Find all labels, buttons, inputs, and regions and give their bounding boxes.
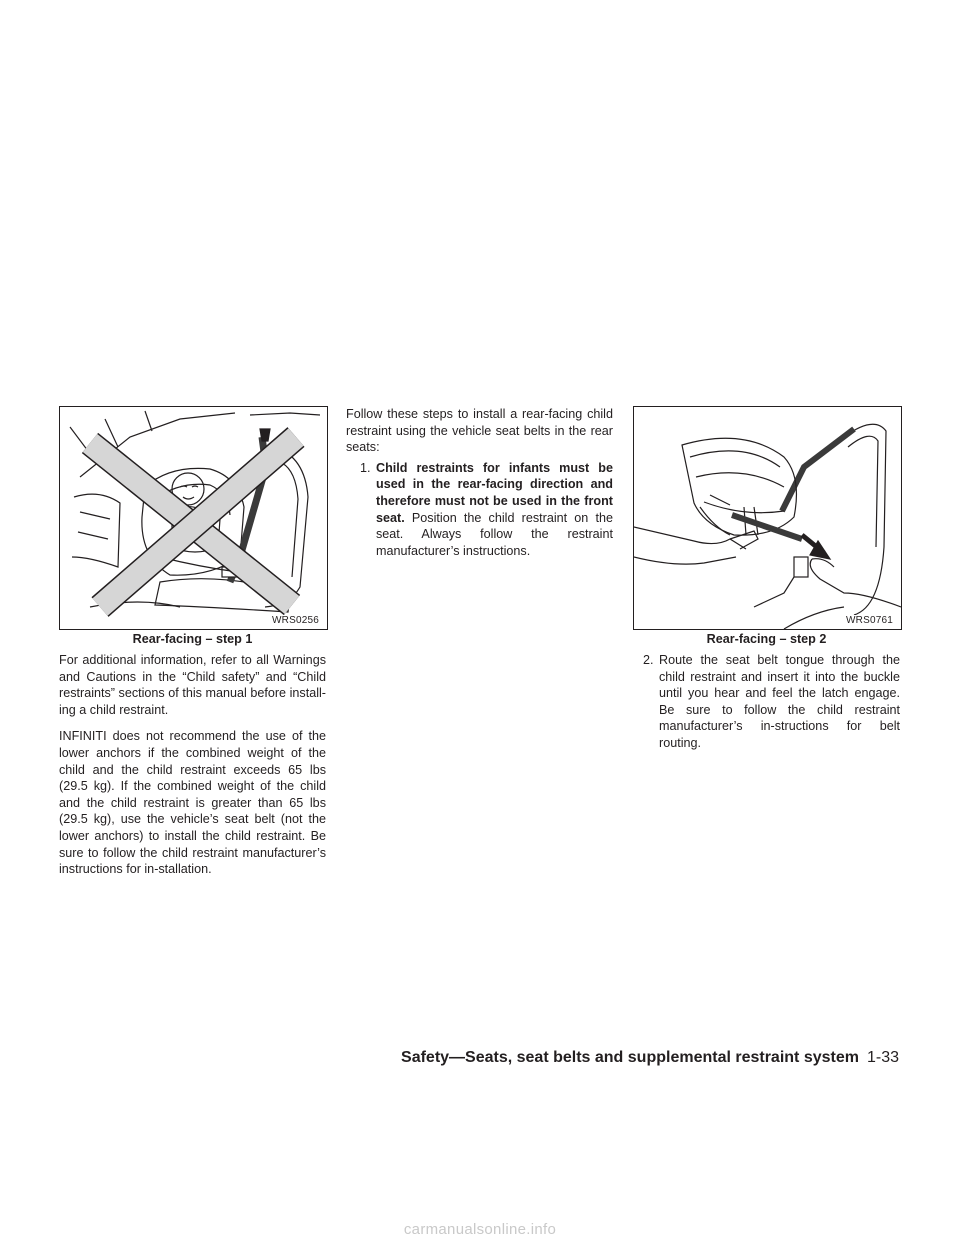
steps-intro: Follow these steps to install a rear-facing child restraint using the vehicle seat belts in the rear seats: xyxy=(346,407,613,455)
middle-column xyxy=(346,406,613,559)
step-1 xyxy=(346,460,613,560)
paragraph-lower-anchors: INFINITI does not recommend the use of the lower anchors if the combined weight of the child and the child restraint exceeds 65 lbs (29.5 kg). If the combined weight of the child and the child restraint is greater than 65 lbs (29.5 kg), use the vehicle’s seat belt (not the lower anchors) to install the child restraint. Be sure to follow the child restraint manufacturer’s instructions for in-stallation. xyxy=(59,729,326,877)
figure-2-illustration xyxy=(634,407,901,629)
page-number: 1-33 xyxy=(866,1049,899,1066)
step-2 xyxy=(633,652,900,752)
page-footer xyxy=(401,1048,899,1068)
step-1-text: Position the child restraint on the seat. Always follow the restraint manufacturer’s instructions. xyxy=(376,510,613,558)
watermark: carmanualsonline.info xyxy=(403,1221,557,1238)
figure-rear-facing-step-1 xyxy=(59,406,328,630)
paragraph-additional-information: For additional information, refer to all Warnings and Cautions in the “Child safety” and “Child restraints” sections of this manual before install-ing a child restraint. xyxy=(59,653,326,717)
figure-rear-facing-step-2 xyxy=(633,406,902,630)
right-column xyxy=(633,652,900,752)
step-2-number: 2. xyxy=(643,653,654,667)
figure-2-code: WRS0761 xyxy=(846,615,893,626)
step-2-text: Route the seat belt tongue through the child restraint and insert it into the buckle until you hear and feel the latch engage. Be sure to follow the child restraint manufacturer’s in-structions for belt routing. xyxy=(659,653,900,750)
step-1-number: 1. xyxy=(360,460,371,475)
figure-2-caption: Rear-facing – step 2 xyxy=(706,632,827,646)
step-list xyxy=(346,460,613,560)
step-1-warning: Child restraints for infants must be used in the rear-facing direction and therefore must not be used in the front seat. xyxy=(376,460,613,525)
left-column xyxy=(59,652,326,888)
figure-1-caption: Rear-facing – step 1 xyxy=(132,632,253,646)
figure-1-code: WRS0256 xyxy=(272,615,319,626)
figure-1-illustration xyxy=(60,407,327,629)
footer-section-title: Safety—Seats, seat belts and supplemental restraint system xyxy=(401,1049,859,1066)
